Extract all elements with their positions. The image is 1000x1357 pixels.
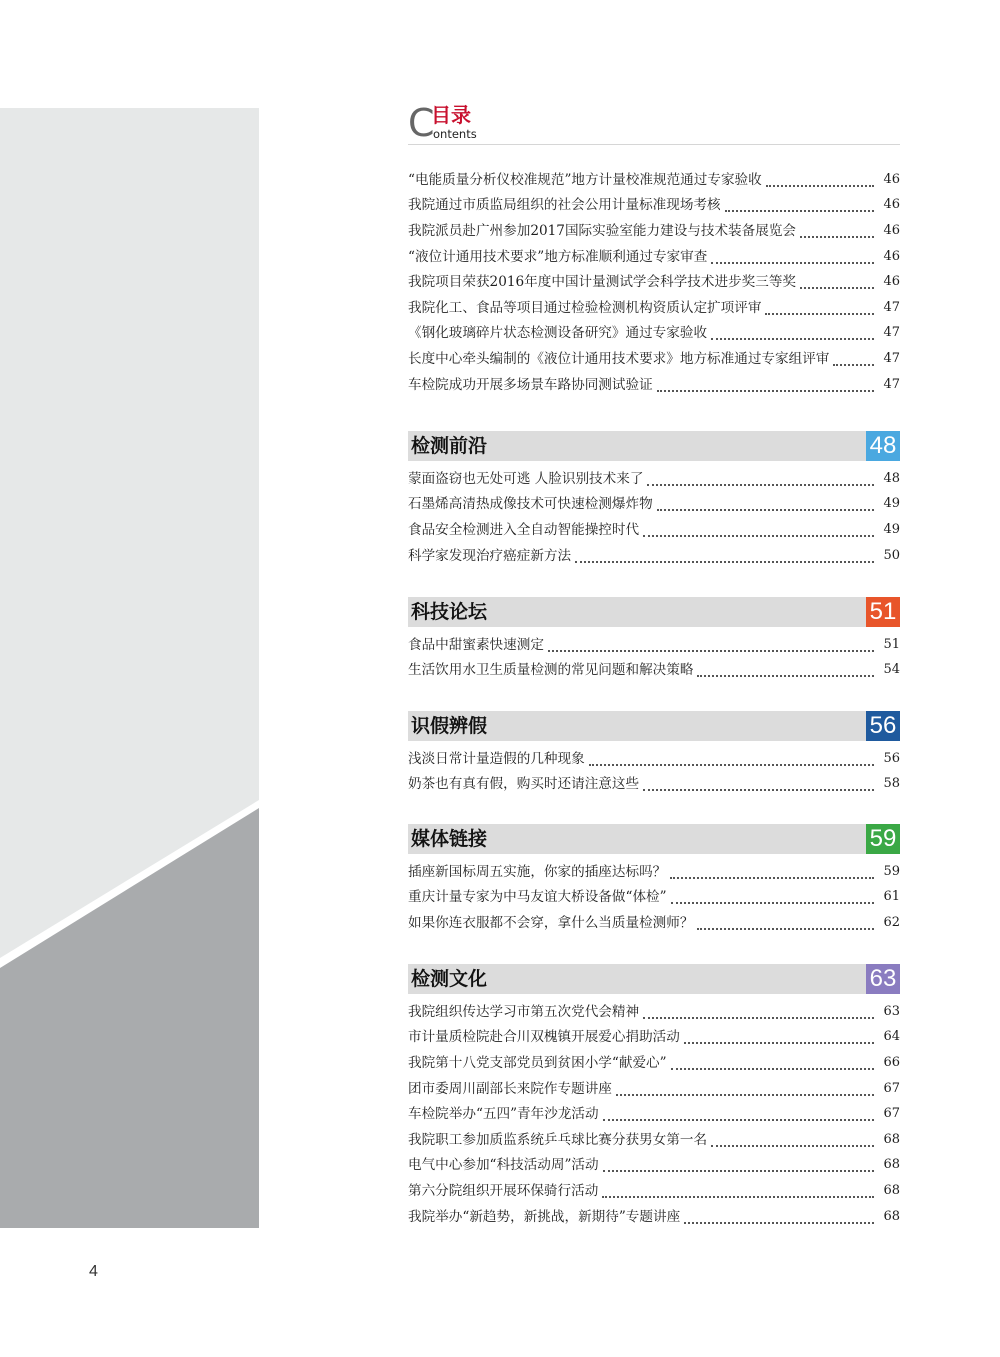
dot-leader — [589, 752, 874, 766]
toc-title-cn: 目录 — [431, 103, 471, 127]
toc-entry-page: 47 — [883, 376, 900, 392]
page-number: 4 — [89, 1263, 98, 1280]
toc-entry[interactable] — [408, 1101, 900, 1127]
section-title: 媒体链接 — [411, 828, 488, 850]
toc-entry[interactable] — [408, 269, 900, 295]
dot-leader — [766, 173, 874, 187]
section-title: 识假辨假 — [411, 715, 488, 737]
toc-entry-title: 市计量质检院赴合川双槐镇开展爱心捐助活动 — [408, 1029, 680, 1046]
dot-leader — [697, 663, 874, 677]
toc-entry-title: 食品安全检测进入全自动智能操控时代 — [408, 521, 640, 538]
dot-leader — [643, 777, 874, 791]
dot-leader — [765, 301, 874, 315]
dot-leader — [603, 1107, 874, 1121]
toc-entry-title: 生活饮用水卫生质量检测的常见问题和解决策略 — [408, 662, 694, 679]
toc-entry-page: 68 — [883, 1182, 900, 1198]
section-header[interactable] — [408, 711, 900, 741]
toc-entry-page: 54 — [883, 662, 900, 678]
toc-entry-title: 奶茶也有真有假，购买时还请注意这些 — [408, 776, 640, 793]
section-header[interactable] — [408, 597, 900, 627]
section-entries — [408, 746, 900, 797]
dot-leader — [711, 326, 874, 340]
toc-entry[interactable] — [408, 193, 900, 219]
section-entries — [408, 632, 900, 683]
toc-entry-page: 64 — [883, 1029, 900, 1045]
toc-entry[interactable] — [408, 885, 900, 911]
dot-leader — [833, 352, 874, 366]
toc-entry-title: 插座新国标周五实施，你家的插座达标吗？ — [408, 863, 667, 880]
toc-entry[interactable] — [408, 1204, 900, 1230]
decorative-side-panel — [0, 108, 259, 1228]
toc-entry[interactable] — [408, 218, 900, 244]
toc-entry[interactable] — [408, 346, 900, 372]
toc-entry-title: 电气中心参加“科技活动周”活动 — [408, 1157, 599, 1174]
toc-entry-page: 49 — [883, 521, 900, 537]
toc-entry-title: 我院举办“新趋势，新挑战，新期待”专题讲座 — [408, 1208, 681, 1225]
toc-entry-page: 68 — [883, 1131, 900, 1147]
section-title: 检测文化 — [411, 968, 488, 990]
toc-entry-page: 46 — [883, 222, 900, 238]
toc-entry-title: 我院通过市质监局组织的社会公用计量标准现场考核 — [408, 197, 721, 214]
toc-entry-page: 49 — [883, 496, 900, 512]
toc-entry-title: 我院项目荣获2016年度中国计量测试学会科学技术进步奖三等奖 — [408, 274, 797, 291]
toc-entry-title: 《钢化玻璃碎片状态检测设备研究》通过专家验收 — [408, 325, 708, 342]
section-header[interactable] — [408, 431, 900, 461]
toc-entry[interactable] — [408, 1178, 900, 1204]
dot-leader — [603, 1158, 874, 1172]
toc-entry[interactable] — [408, 295, 900, 321]
dot-leader — [657, 378, 874, 392]
dot-leader — [711, 1133, 874, 1147]
toc-entry-title: 我院职工参加质监系统乒乓球比赛分获男女第一名 — [408, 1131, 708, 1148]
dot-leader — [670, 865, 874, 879]
toc-entry-page: 62 — [883, 914, 900, 930]
toc-entry-title: 我院派员赴广州参加2017国际实验室能力建设与技术装备展览会 — [408, 222, 797, 239]
dot-leader — [725, 198, 874, 212]
toc-entry-page: 50 — [883, 547, 900, 563]
dot-leader — [711, 250, 874, 264]
toc-entry-title: 我院第十八党支部党员到贫困小学“献爱心” — [408, 1054, 667, 1071]
toc-entry[interactable] — [408, 167, 900, 193]
toc-entry-title: 车检院成功开展多场景车路协同测试验证 — [408, 376, 653, 393]
toc-entry-title: 浅淡日常计量造假的几种现象 — [408, 750, 585, 767]
toc-entry-page: 61 — [883, 889, 900, 905]
toc-entry[interactable] — [408, 517, 900, 543]
section-page-badge: 63 — [866, 964, 900, 994]
toc-entry[interactable] — [408, 772, 900, 798]
toc-entry-page: 67 — [883, 1080, 900, 1096]
toc-entry-page: 48 — [883, 470, 900, 486]
toc-entry-title: 我院组织传达学习市第五次党代会精神 — [408, 1003, 640, 1020]
toc-entry-title: 长度中心牵头编制的《液位计通用技术要求》地方标准通过专家组评审 — [408, 350, 830, 367]
toc-entry-page: 59 — [883, 863, 900, 879]
dot-leader — [575, 549, 874, 563]
toc-entry[interactable] — [408, 244, 900, 270]
section-entries — [408, 466, 900, 568]
toc-entry[interactable] — [408, 466, 900, 492]
toc-entry[interactable] — [408, 372, 900, 398]
toc-entry-title: 我院化工、食品等项目通过检验检测机构资质认定扩项评审 — [408, 299, 762, 316]
toc-entry-page: 46 — [883, 197, 900, 213]
toc-entry-page: 46 — [883, 171, 900, 187]
toc-entry-page: 51 — [883, 636, 900, 652]
toc-entry-page: 46 — [883, 248, 900, 264]
toc-entry[interactable] — [408, 999, 900, 1025]
section-header[interactable] — [408, 824, 900, 854]
toc-entry[interactable] — [408, 543, 900, 569]
dot-leader — [647, 472, 874, 486]
section-entries — [408, 859, 900, 936]
dot-leader — [671, 890, 874, 904]
toc-entry-page: 46 — [883, 274, 900, 290]
toc-entry-page: 67 — [883, 1106, 900, 1122]
dot-leader — [697, 916, 874, 930]
section-page-badge: 48 — [866, 431, 900, 461]
dot-leader — [616, 1082, 874, 1096]
toc-entry-page: 47 — [883, 350, 900, 366]
toc-entry-page: 66 — [883, 1054, 900, 1070]
toc-entry-title: 石墨烯高清热成像技术可快速检测爆炸物 — [408, 496, 653, 513]
toc-entry[interactable] — [408, 492, 900, 518]
dot-leader — [684, 1210, 874, 1224]
toc-entry[interactable] — [408, 1076, 900, 1102]
dot-leader — [548, 638, 874, 652]
toc-title-en: ontents — [433, 127, 477, 141]
dot-leader — [800, 275, 874, 289]
toc-entry[interactable] — [408, 1127, 900, 1153]
dot-leader — [643, 1005, 874, 1019]
section-header[interactable] — [408, 964, 900, 994]
toc-entry-title: 车检院举办“五四”青年沙龙活动 — [408, 1106, 599, 1123]
section-page-badge: 56 — [866, 711, 900, 741]
toc-entry-title: 团市委周川副部长来院作专题讲座 — [408, 1080, 612, 1097]
toc-entry-page: 47 — [883, 325, 900, 341]
toc-entry-page: 68 — [883, 1157, 900, 1173]
dot-leader — [643, 523, 874, 537]
toc-entry-title: 蒙面盗窃也无处可逃 人脸识别技术来了 — [408, 470, 644, 487]
dot-leader — [800, 224, 874, 238]
toc-entry-title: 科学家发现治疗癌症新方法 — [408, 547, 572, 564]
toc-entry-title: “液位计通用技术要求”地方标准顺利通过专家审查 — [408, 248, 708, 265]
toc-entry-page: 68 — [883, 1208, 900, 1224]
toc-entry-title: 重庆计量专家为中马友谊大桥设备做“体检” — [408, 889, 667, 906]
contents-c-letter: C — [408, 101, 435, 145]
toc-entry-title: 如果你连衣服都不会穿，拿什么当质量检测师？ — [408, 914, 694, 931]
toc-entry[interactable] — [408, 658, 900, 684]
dot-leader — [602, 1184, 874, 1198]
toc-entry-title: “电能质量分析仪校准规范”地方计量校准规范通过专家验收 — [408, 171, 762, 188]
dot-leader — [657, 497, 874, 511]
toc-entry[interactable] — [408, 632, 900, 658]
toc-top-list — [408, 167, 900, 397]
toc-entry-title: 食品中甜蜜素快速测定 — [408, 636, 544, 653]
toc-entry[interactable] — [408, 1153, 900, 1179]
toc-header — [408, 102, 900, 145]
toc-entry-page: 58 — [883, 776, 900, 792]
section-page-badge: 51 — [866, 597, 900, 627]
toc-entry-page: 63 — [883, 1003, 900, 1019]
toc-entry-page: 56 — [883, 750, 900, 766]
toc-entry[interactable] — [408, 321, 900, 347]
section-page-badge: 59 — [866, 824, 900, 854]
toc-entry[interactable] — [408, 746, 900, 772]
toc-entry[interactable] — [408, 1025, 900, 1051]
toc-entry[interactable] — [408, 910, 900, 936]
section-title: 检测前沿 — [411, 435, 488, 457]
toc-entry[interactable] — [408, 859, 900, 885]
section-title: 科技论坛 — [411, 601, 488, 623]
dot-leader — [671, 1056, 874, 1070]
toc-entry[interactable] — [408, 1050, 900, 1076]
toc-entry-page: 47 — [883, 299, 900, 315]
toc-entry-title: 第六分院组织开展环保骑行活动 — [408, 1182, 599, 1199]
section-entries — [408, 999, 900, 1229]
dot-leader — [684, 1030, 874, 1044]
